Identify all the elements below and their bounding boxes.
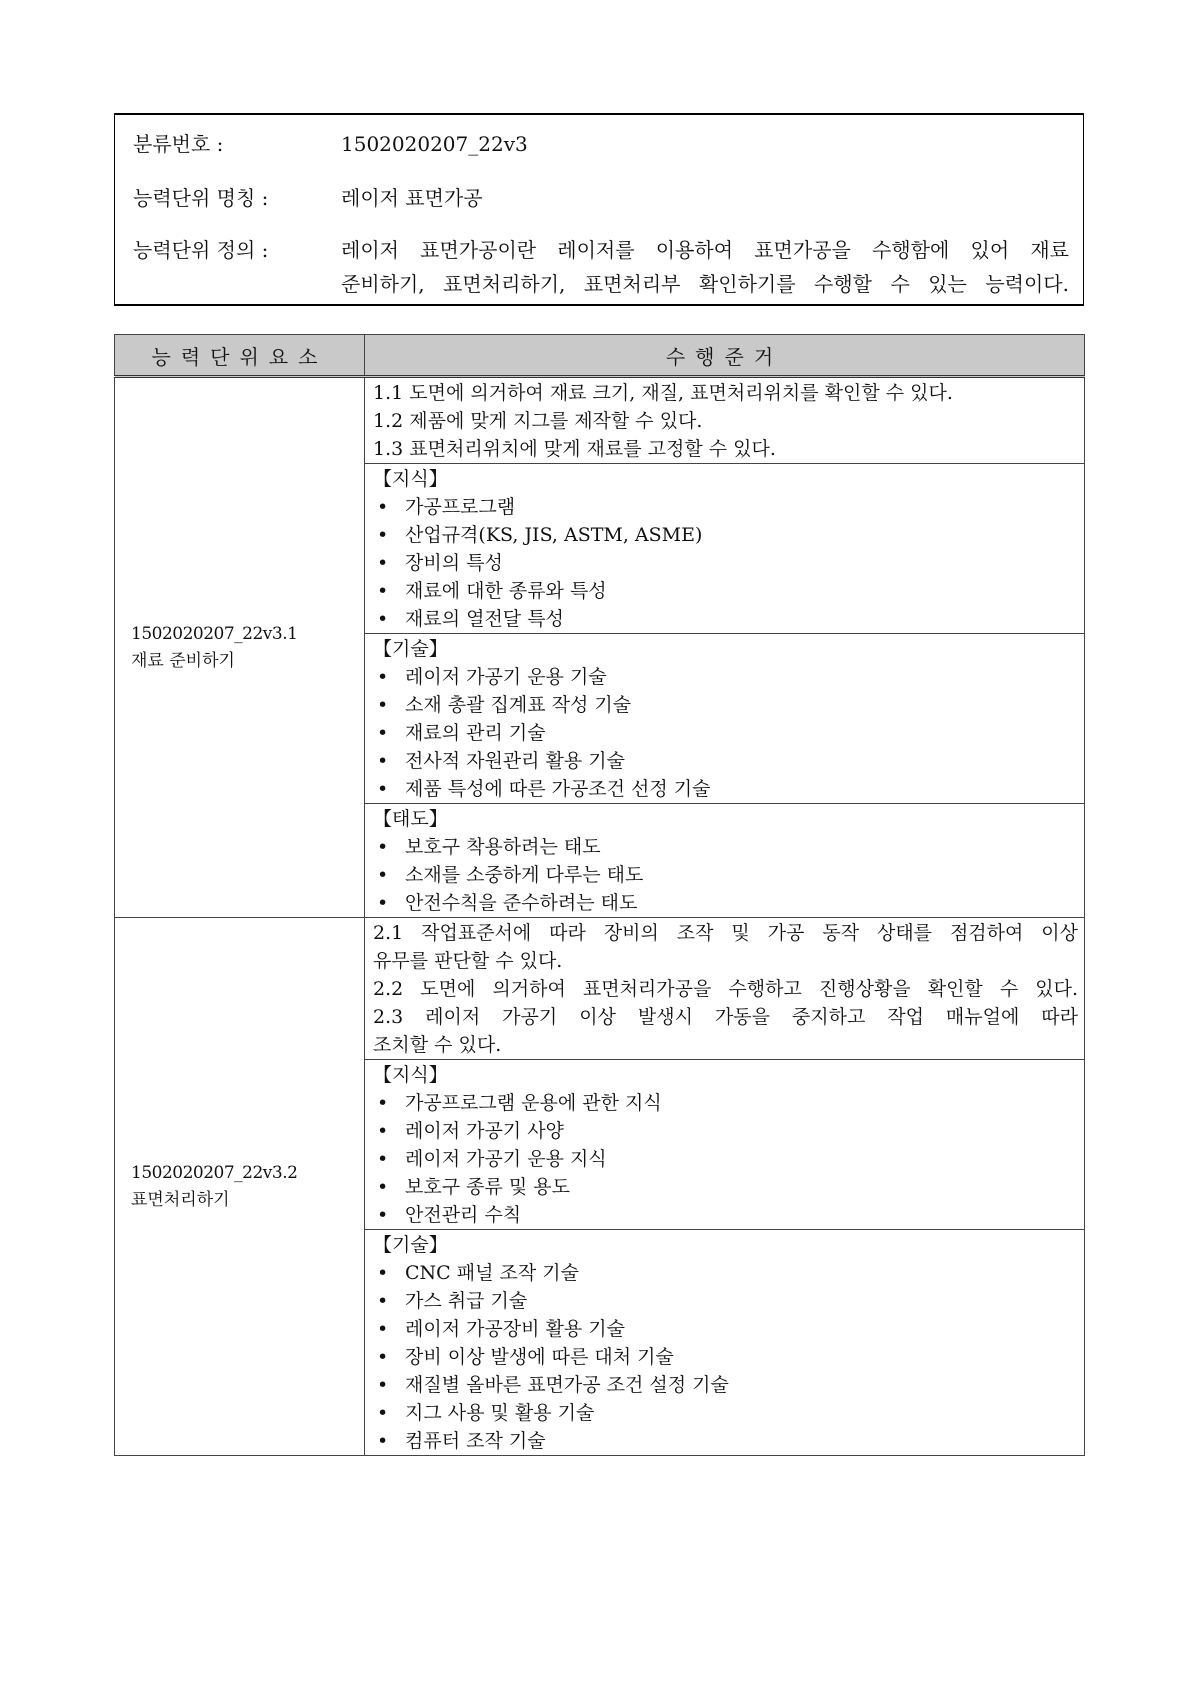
list-item: • 재료의 관리 기술 [373, 719, 1078, 747]
section-title: 【지식】 [373, 468, 448, 490]
list-item: • 가공프로그램 운용에 관한 지식 [373, 1089, 1078, 1117]
knowledge-section [365, 1060, 1085, 1230]
definition-line: 레이저 표면가공이란 레이저를 이용하여 표면가공을 수행함에 있어 재료 [341, 238, 1069, 262]
unit-definition-label: 능력단위 정의 : [133, 238, 269, 262]
element-name: 표면처리하기 [131, 1189, 230, 1210]
unit-definition-text [341, 233, 1069, 301]
list-item: • 산업규격(KS, JIS, ASTM, ASME) [373, 521, 1078, 549]
skill-list [373, 1259, 1078, 1455]
definition-line: 준비하기, 표면처리하기, 표면처리부 확인하기를 수행할 수 있는 능력이다. [341, 272, 1069, 296]
list-item: • 컴퓨터 조작 기술 [373, 1427, 1078, 1455]
skill-list [373, 663, 1078, 803]
criteria-line: 2.3 레이저 가공기 이상 발생시 가동을 중지하고 작업 매뉴얼에 따라 [373, 1006, 1078, 1028]
list-item: • 레이저 가공기 사양 [373, 1117, 1078, 1145]
element-code: 1502020207_22v3.2 [131, 1162, 298, 1183]
list-item: • 보호구 종류 및 용도 [373, 1173, 1078, 1201]
knowledge-list [373, 1089, 1078, 1229]
list-item: • 재료에 대한 종류와 특성 [373, 577, 1078, 605]
section-title: 【태도】 [373, 808, 448, 830]
classification-value: 1502020207_22v3 [341, 132, 528, 156]
competency-table [114, 334, 1085, 1456]
list-item: • 가공프로그램 [373, 493, 1078, 521]
unit-name-label: 능력단위 명칭 : [133, 186, 269, 210]
section-title: 【지식】 [373, 1064, 448, 1086]
list-item: • 안전수칙을 준수하려는 태도 [373, 889, 1078, 917]
list-item: • 제품 특성에 따른 가공조건 선정 기술 [373, 775, 1078, 803]
attitude-list [373, 833, 1078, 917]
criteria-line: 2.2 도면에 의거하여 표면처리가공을 수행하고 진행상황을 확인할 수 있다. [373, 978, 1078, 1000]
skill-section [365, 634, 1085, 804]
skill-section [365, 1230, 1085, 1456]
list-item: • 지그 사용 및 활용 기술 [373, 1399, 1078, 1427]
list-item: • 소재를 소중하게 다루는 태도 [373, 861, 1078, 889]
element-cell [115, 377, 365, 918]
unit-header-box [114, 113, 1084, 306]
element-cell [115, 918, 365, 1456]
knowledge-list [373, 493, 1078, 633]
section-title: 【기술】 [373, 638, 448, 660]
classification-label: 분류번호 : [133, 132, 224, 156]
attitude-section [365, 804, 1085, 918]
list-item: • 보호구 착용하려는 태도 [373, 833, 1078, 861]
list-item: • 레이저 가공장비 활용 기술 [373, 1315, 1078, 1343]
criteria-line: 2.1 작업표준서에 따라 장비의 조작 및 가공 동작 상태를 점검하여 이상 [373, 922, 1078, 944]
unit-name-value: 레이저 표면가공 [341, 186, 483, 210]
list-item: • 재질별 올바른 표면가공 조건 설정 기술 [373, 1371, 1078, 1399]
list-item: • 레이저 가공기 운용 지식 [373, 1145, 1078, 1173]
element-name: 재료 준비하기 [131, 650, 235, 671]
list-item: • 레이저 가공기 운용 기술 [373, 663, 1078, 691]
list-item: • 재료의 열전달 특성 [373, 605, 1078, 633]
list-item: • 장비 이상 발생에 따른 대처 기술 [373, 1343, 1078, 1371]
column-header-criteria: 수행준거 [365, 335, 1085, 377]
list-item: • 전사적 자원관리 활용 기술 [373, 747, 1078, 775]
section-title: 【기술】 [373, 1234, 448, 1256]
column-header-element: 능력단위요소 [115, 335, 365, 377]
criteria-section [365, 377, 1085, 464]
list-item: • 소재 총괄 집계표 작성 기술 [373, 691, 1078, 719]
criteria-line: 1.1 도면에 의거하여 재료 크기, 재질, 표면처리위치를 확인할 수 있다. [373, 382, 953, 404]
list-item: • 안전관리 수칙 [373, 1201, 1078, 1229]
table-header-row [115, 335, 1085, 377]
list-item: • 가스 취급 기술 [373, 1287, 1078, 1315]
criteria-line: 1.3 표면처리위치에 맞게 재료를 고정할 수 있다. [373, 438, 776, 460]
criteria-line: 1.2 제품에 맞게 지그를 제작할 수 있다. [373, 410, 703, 432]
knowledge-section [365, 464, 1085, 634]
criteria-line: 조치할 수 있다. [373, 1034, 502, 1056]
list-item: • 장비의 특성 [373, 549, 1078, 577]
table-row [115, 377, 1085, 464]
criteria-section [365, 918, 1085, 1060]
criteria-line: 유무를 판단할 수 있다. [373, 950, 563, 972]
element-code: 1502020207_22v3.1 [131, 623, 298, 644]
list-item: • CNC 패널 조작 기술 [373, 1259, 1078, 1287]
table-row [115, 918, 1085, 1060]
